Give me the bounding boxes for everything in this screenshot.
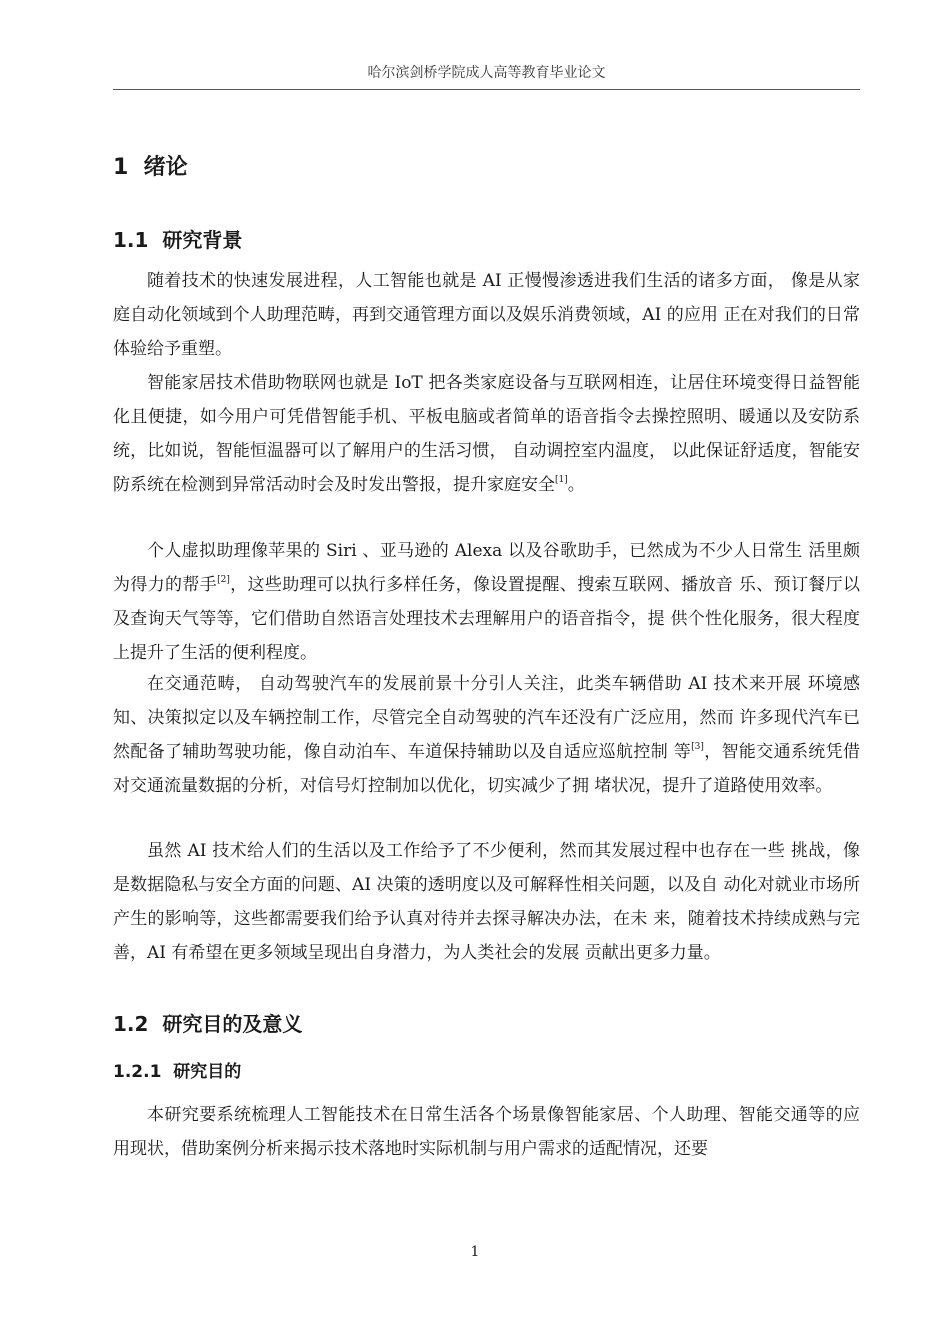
- paragraph-4: [113, 667, 860, 803]
- paragraph-3: [113, 534, 860, 670]
- section-heading-1-2: [113, 1008, 302, 1037]
- subsection-number: 1.2.1: [113, 1062, 162, 1082]
- subsection-heading-1-2-1: [113, 1057, 241, 1082]
- subsection-title: 研究目的: [173, 1062, 242, 1082]
- section-number: 1.1: [113, 228, 149, 252]
- chapter-title: 绪论: [143, 155, 188, 180]
- paragraph-1: 随着技术的快速发展进程，人工智能也就是 AI 正慢慢渗透进我们生活的诸多方面， 像是从家庭自动化领域到个人助理范畴，再到交通管理方面以及娱乐消费领域，AI 的应用 正在对我们的日常体验给予重塑。: [113, 271, 860, 359]
- chapter-number: 1: [113, 155, 129, 180]
- citation-1: [1]: [555, 475, 568, 485]
- citation-3: [3]: [691, 742, 704, 752]
- paragraph-5: 虽然 AI 技术给人们的生活以及工作给予了不少便利，然而其发展过程中也存在一些 挑战，像是数据隐私与安全方面的问题、AI 决策的透明度以及可解释性相关问题，以及自 动化对就业市场所产生的影响等，这些都需要我们给予认真对待并去探寻解决办法，在未 来，随着技术持续成熟与完善，AI 有希望在更多领域呈现出自身潜力，为人类社会的发展 贡献出更多力量。: [113, 841, 860, 963]
- paragraph-2-text: 智能家居技术借助物联网也就是 IoT 把各类家庭设备与互联网相连，让居住环境变得日益智能化且便捷，如今用户可凭借智能手机、平板电脑或者简单的语音指令去操控照明、暖通以及安防系统，比如说，智能恒温器可以了解用户的生活习惯， 自动调控室内温度， 以此保证舒适度，智能安防系统在检测到异常活动时会及时发出警报，提升家庭安全: [113, 373, 860, 495]
- paragraph-2: [113, 366, 860, 502]
- running-header: 哈尔滨剑桥学院成人高等教育毕业论文: [367, 65, 606, 81]
- paragraph-6: 本研究要系统梳理人工智能技术在日常生活各个场景像智能家居、个人助理、智能交通等的应用现状，借助案例分析来揭示技术落地时实际机制与用户需求的适配情况，还要: [113, 1105, 860, 1159]
- paragraph-4-text-a: 在交通范畴， 自动驾驶汽车的发展前景十分引人关注，此类车辆借助 AI 技术来开展 环境感知、决策拟定以及车辆控制工作，尽管完全自动驾驶的汽车还没有广泛应用，然而 许多现代汽车已然配备了辅助驾驶功能，像自动泊车、车道保持辅助以及自适应巡航控制 等: [113, 674, 860, 762]
- section-title: 研究目的及意义: [162, 1012, 303, 1036]
- section-number: 1.2: [113, 1012, 149, 1036]
- section-heading-1-1: [113, 224, 242, 253]
- page-number: 1: [470, 1244, 480, 1260]
- header-rule: [113, 89, 860, 90]
- section-title: 研究背景: [162, 228, 243, 252]
- paragraph-3-text-b: ，这些助理可以执行多样任务，像设置提醒、搜索互联网、播放音 乐、预订餐厅以及查询天气等等，它们借助自然语言处理技术去理解用户的语音指令，提 供个性化服务，很大程度上提升了生活的便利程度。: [113, 575, 861, 663]
- paragraph-3-text-a: 个人虚拟助理像苹果的 Siri 、亚马逊的 Alexa 以及谷歌助手，已然成为不少人日常生 活里颇为得力的帮手: [113, 541, 860, 595]
- paragraph-2-end: 。: [567, 475, 585, 495]
- paragraph-4-text-b: ，智能交通系统凭借对交通流量数据的分析，对信号灯控制加以优化，切实减少了拥 堵状况，提升了道路使用效率。: [113, 742, 860, 796]
- chapter-heading: [113, 150, 188, 181]
- citation-2: [2]: [217, 575, 230, 585]
